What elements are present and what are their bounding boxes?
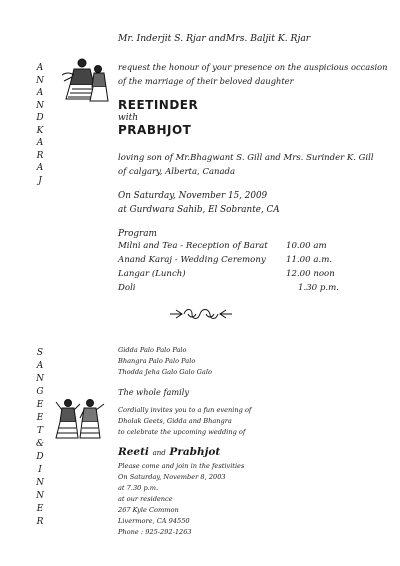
groom-name: PRABHJOT — [118, 123, 192, 137]
side-letter: D — [36, 113, 44, 123]
parents-names: Mr. Inderjit S. Rjar andMrs. Baljit K. Rjar — [118, 33, 311, 44]
side-label-anand-karaj — [34, 62, 46, 187]
side-letter: N — [36, 75, 44, 86]
chant-line-1: Gidda Palo Palo Palo — [118, 346, 187, 354]
side-letter: R — [36, 517, 44, 527]
program-item-name: Milni and Tea - Reception of Barat — [118, 241, 268, 251]
side-letter: A — [36, 63, 44, 73]
sangeet-couple — [118, 446, 220, 458]
side-letter: G — [36, 387, 44, 397]
side-letter: J — [38, 175, 42, 186]
program-item-time: 10.00 am — [286, 241, 327, 251]
side-letter: E — [36, 400, 44, 410]
details-line-7: Phone : 925-292-1263 — [118, 528, 192, 536]
chant-line-3: Thodda Jeha Galo Galo Galo — [118, 368, 212, 376]
invite-line-3: to celebrate the upcoming wedding of — [118, 428, 246, 436]
request-line-1: request the honour of your presence on the auspicious occasion — [118, 62, 388, 72]
side-letter: N — [36, 100, 44, 111]
side-letter: E — [36, 504, 44, 514]
side-letter: T — [36, 426, 43, 436]
with-text: with — [118, 113, 138, 123]
invite-line-1: Cordially invites you to a fun evening of — [118, 406, 252, 414]
side-letter: N — [36, 374, 44, 384]
side-letter: A — [36, 361, 44, 371]
whole-family: The whole family — [118, 387, 189, 397]
details-line-6: Livermore, CA 94550 — [118, 517, 190, 525]
side-letter: I — [38, 465, 42, 475]
program-item-name: Langar (Lunch) — [118, 269, 186, 279]
details-line-4: at our residence — [118, 495, 173, 503]
side-letter: S — [36, 348, 44, 358]
sangeet-couple-and: and — [152, 449, 166, 457]
chant-line-2: Bhangra Palo Palo Palo — [118, 357, 196, 365]
program-item-time: 12.00 noon — [286, 269, 335, 279]
side-letter: A — [36, 138, 44, 148]
groom-parents: loving son of Mr.Bhagwant S. Gill and Mrs. Surinder K. Gill — [118, 153, 374, 163]
side-letter: N — [36, 491, 44, 501]
side-letter: E — [36, 413, 44, 423]
invite-line-2: Dholak Geets, Gidda and Bhangra — [118, 417, 232, 425]
event-venue: at Gurdwara Sahib, El Sobrante, CA — [118, 205, 280, 215]
side-letter: & — [35, 439, 44, 449]
program-item-time: 1.30 p.m. — [298, 283, 339, 293]
bride-name: REETINDER — [118, 98, 199, 112]
side-label-sangeet-dinner — [34, 347, 46, 529]
side-letter: K — [36, 125, 44, 136]
sangeet-couple-a: Reeti — [118, 446, 149, 458]
program-title: Program — [118, 229, 157, 239]
details-line-2: On Saturday, November 8, 2003 — [118, 473, 226, 481]
wedding-couple-illustration — [60, 55, 112, 103]
program-item-name: Anand Karaj - Wedding Ceremony — [118, 255, 266, 265]
program-item-name: Doli — [118, 283, 136, 293]
details-line-1: Please come and join in the festivities — [118, 462, 245, 470]
details-line-5: 267 Kyle Common — [118, 506, 179, 514]
request-line-2: of the marriage of their beloved daughter — [118, 76, 294, 86]
side-letter: D — [36, 452, 44, 462]
event-date: On Saturday, November 15, 2009 — [118, 191, 268, 201]
program-item-time: 11.00 a.m. — [286, 255, 333, 265]
side-letter: N — [36, 478, 44, 488]
side-letter: A — [36, 88, 44, 98]
side-letter: A — [36, 163, 44, 173]
dancers-illustration — [54, 396, 106, 442]
sangeet-couple-b: Prabhjot — [169, 446, 221, 458]
ornament-divider-icon — [168, 306, 234, 322]
groom-hometown: of calgary, Alberta, Canada — [118, 167, 236, 177]
details-line-3: at 7.30 p.m. — [118, 484, 159, 492]
side-letter: R — [36, 150, 44, 161]
